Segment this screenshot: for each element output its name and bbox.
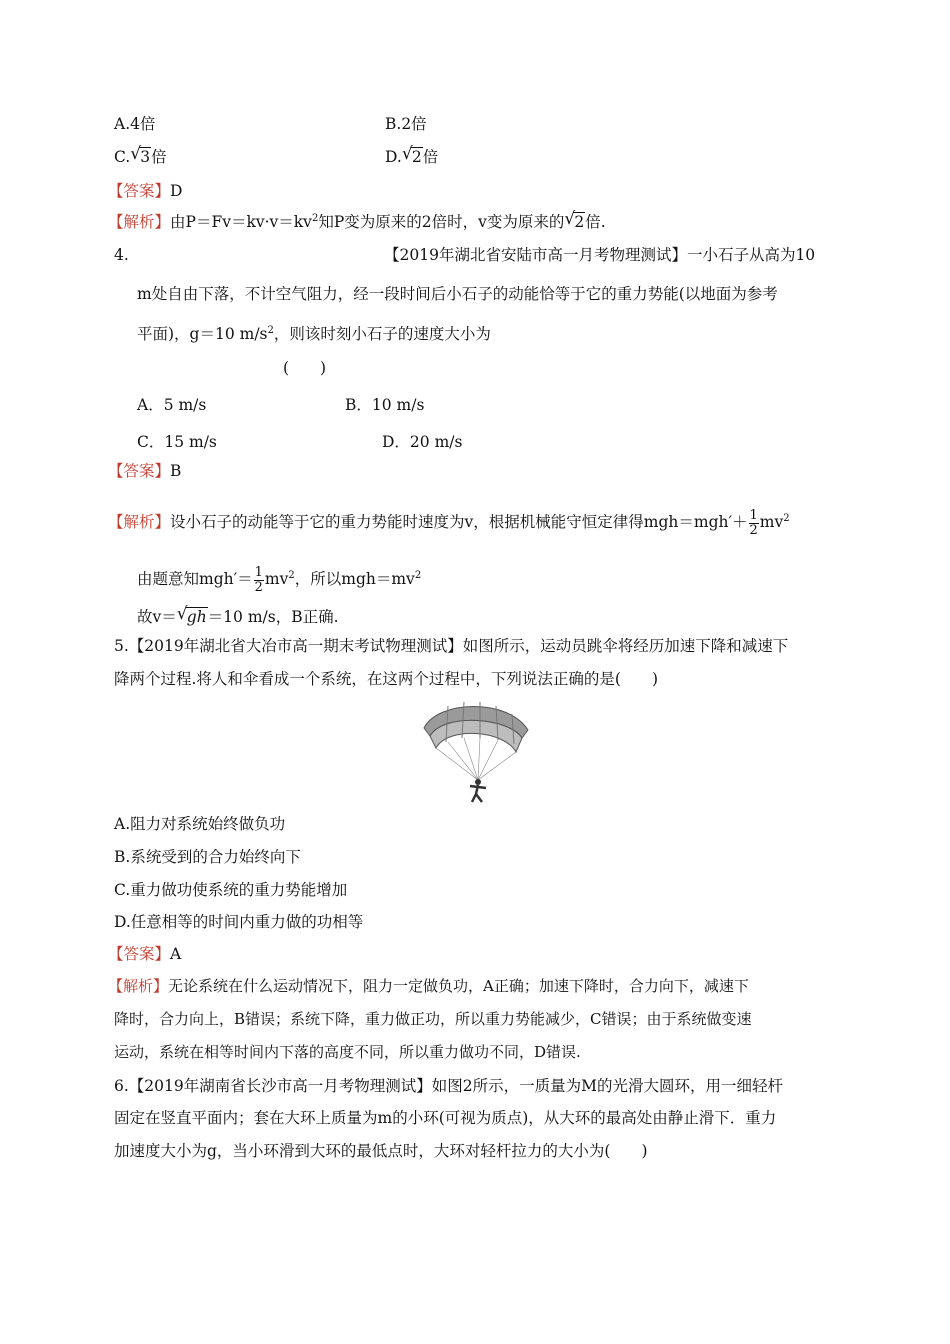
q5-analysis-line1: 【解析】无论系统在什么运动情况下，阻力一定做负功，A正确；加速下降时，合力向下，减速下 [108, 977, 749, 995]
q5-answer: 【答案】A [108, 945, 182, 963]
q4-answer: 【答案】B [108, 462, 182, 480]
q3-answer: 【答案】D [108, 182, 183, 200]
parachute-image [418, 698, 532, 804]
q5-option-b: B.系统受到的合力始终向下 [114, 848, 301, 866]
q4-analysis-line3: 故v＝ √ gh＝10 m/s，B正确. [137, 604, 339, 626]
q4-option-c: C．15 m/s [137, 433, 217, 451]
q4-stem-line3: 平面)，g＝10 $m/s^2$，则该时刻小石子的速度大小为 [137, 325, 491, 344]
q5-option-a: A.阻力对系统始终做负功 [114, 815, 286, 833]
fraction-half: $\frac{1}{2}$ [749, 507, 758, 538]
q3-analysis: 【解析】由$P=Fv=kv\cdot v=kv^2$知P变为原来的2倍时，v变为原来的 √ 2倍. [108, 209, 606, 232]
q5-analysis-line3: 运动，系统在相等时间内下落的高度不同，所以重力做功不同，D错误. [114, 1043, 581, 1061]
q4-option-b: B．10 m/s [345, 396, 425, 414]
q6-stem-line2: 固定在竖直平面内；套在大环上质量为m的小环(可视为质点)，从大环的最高处由静止滑下．重力 [114, 1109, 777, 1127]
q5-stem-line1: 5.【2019年湖北省大冶市高一期末考试物理测试】如图所示，运动员跳伞将经历加速下降和减速下 [114, 637, 789, 655]
q4-analysis-line2: 由题意知mgh′＝ $\frac{1}{2}$ $mv^2$，所以$mgh=mv^2$ [137, 564, 422, 595]
q5-stem-line2: 降两个过程.将人和伞看成一个系统，在这两个过程中，下列说法正确的是( ) [114, 670, 659, 688]
q3-option-c: C. √ 3倍 [114, 144, 167, 166]
sqrt-symbol: √ 3 [130, 144, 151, 166]
q4-bracket: ( ) [283, 359, 327, 377]
q6-stem-line1: 6.【2019年湖南省长沙市高一月考物理测试】如图2所示，一质量为M的光滑大圆环，用一细轻杆 [114, 1077, 783, 1095]
q4-option-d: D．20 m/s [382, 433, 463, 451]
q3-option-d: D. √ 2倍 [385, 144, 439, 166]
sqrt-symbol: √ 2 [564, 209, 585, 232]
q5-option-c: C.重力做功使系统的重力势能增加 [114, 881, 348, 899]
q4-option-a: A．5 m/s [137, 396, 207, 414]
fraction-half: $\frac{1}{2}$ [254, 564, 263, 595]
q3-option-a: A.4倍 [114, 115, 156, 133]
q4-stem-line1: 【2019年湖北省安陆市高一月考物理测试】一小石子从高为10 [384, 246, 816, 264]
sqrt-symbol: √ gh [176, 604, 207, 626]
q3-option-b: B.2倍 [385, 115, 427, 133]
sqrt-symbol: √ 2 [401, 144, 422, 166]
q4-stem-line2: m处自由下落，不计空气阻力，经一段时间后小石子的动能恰等于它的重力势能(以地面为参考 [137, 285, 778, 303]
q4-number: 4. [114, 246, 129, 264]
q5-option-d: D.任意相等的时间内重力做的功相等 [114, 913, 364, 931]
q5-analysis-line2: 降时，合力向上，B错误；系统下降，重力做正功，所以重力势能减少，C错误；由于系统做变速 [114, 1010, 752, 1028]
q6-stem-line3: 加速度大小为g，当小环滑到大环的最低点时，大环对轻杆拉力的大小为( ) [114, 1142, 648, 1160]
q4-analysis-line1: 【解析】设小石子的动能等于它的重力势能时速度为v，根据机械能守恒定律得mgh＝mgh′＋ $\frac{1}{2}$ $mv^2$ [108, 507, 790, 538]
